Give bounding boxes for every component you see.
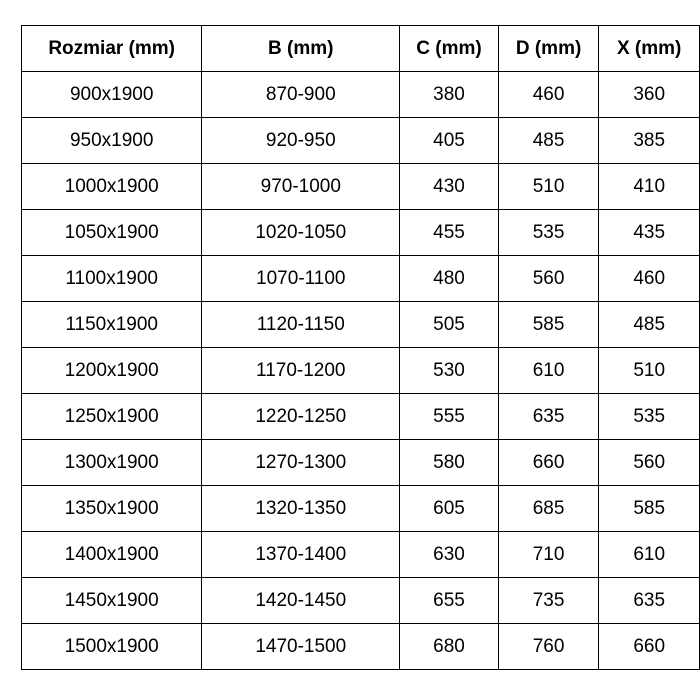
table-row [22,210,700,256]
table-row [22,302,700,348]
cell-size: 1250x1900 [22,394,202,440]
cell-b: 1320-1350 [202,486,400,532]
cell-x: 510 [599,348,700,394]
cell-d: 710 [498,532,599,578]
cell-c: 680 [400,624,499,670]
table-row [22,164,700,210]
cell-c: 455 [400,210,499,256]
header-row [22,26,700,72]
cell-size: 1500x1900 [22,624,202,670]
cell-b: 1020-1050 [202,210,400,256]
cell-b: 970-1000 [202,164,400,210]
cell-c: 505 [400,302,499,348]
table-body [22,72,700,670]
cell-b: 1070-1100 [202,256,400,302]
cell-x: 610 [599,532,700,578]
cell-x: 460 [599,256,700,302]
cell-size: 1000x1900 [22,164,202,210]
cell-b: 870-900 [202,72,400,118]
header-c: C (mm) [400,26,499,72]
cell-c: 530 [400,348,499,394]
cell-c: 605 [400,486,499,532]
header-size: Rozmiar (mm) [22,26,202,72]
cell-x: 560 [599,440,700,486]
cell-c: 430 [400,164,499,210]
table-row [22,394,700,440]
table-row [22,72,700,118]
header-d: D (mm) [498,26,599,72]
cell-c: 405 [400,118,499,164]
cell-d: 510 [498,164,599,210]
cell-c: 580 [400,440,499,486]
cell-b: 1270-1300 [202,440,400,486]
cell-x: 585 [599,486,700,532]
cell-b: 1220-1250 [202,394,400,440]
table-row [22,118,700,164]
header-b: B (mm) [202,26,400,72]
cell-d: 485 [498,118,599,164]
cell-size: 1100x1900 [22,256,202,302]
cell-b: 1470-1500 [202,624,400,670]
table-row [22,440,700,486]
cell-x: 635 [599,578,700,624]
cell-b: 920-950 [202,118,400,164]
table-row [22,578,700,624]
cell-x: 535 [599,394,700,440]
cell-d: 635 [498,394,599,440]
cell-d: 585 [498,302,599,348]
cell-x: 485 [599,302,700,348]
table-row [22,624,700,670]
table-row [22,486,700,532]
dimensions-table-container [21,25,700,670]
cell-size: 1300x1900 [22,440,202,486]
cell-d: 535 [498,210,599,256]
cell-size: 1450x1900 [22,578,202,624]
header-x: X (mm) [599,26,700,72]
cell-size: 950x1900 [22,118,202,164]
cell-c: 555 [400,394,499,440]
cell-d: 610 [498,348,599,394]
cell-d: 735 [498,578,599,624]
cell-d: 660 [498,440,599,486]
cell-d: 685 [498,486,599,532]
table-row [22,256,700,302]
cell-x: 410 [599,164,700,210]
cell-size: 1200x1900 [22,348,202,394]
cell-x: 660 [599,624,700,670]
cell-size: 1400x1900 [22,532,202,578]
cell-x: 360 [599,72,700,118]
table-header [22,26,700,72]
cell-d: 760 [498,624,599,670]
cell-c: 655 [400,578,499,624]
cell-x: 435 [599,210,700,256]
dimensions-table [21,25,700,670]
cell-size: 1150x1900 [22,302,202,348]
cell-d: 560 [498,256,599,302]
cell-size: 1050x1900 [22,210,202,256]
cell-c: 380 [400,72,499,118]
cell-c: 630 [400,532,499,578]
cell-size: 1350x1900 [22,486,202,532]
table-row [22,532,700,578]
cell-b: 1170-1200 [202,348,400,394]
cell-b: 1120-1150 [202,302,400,348]
cell-d: 460 [498,72,599,118]
cell-b: 1420-1450 [202,578,400,624]
cell-c: 480 [400,256,499,302]
cell-size: 900x1900 [22,72,202,118]
table-row [22,348,700,394]
cell-x: 385 [599,118,700,164]
cell-b: 1370-1400 [202,532,400,578]
